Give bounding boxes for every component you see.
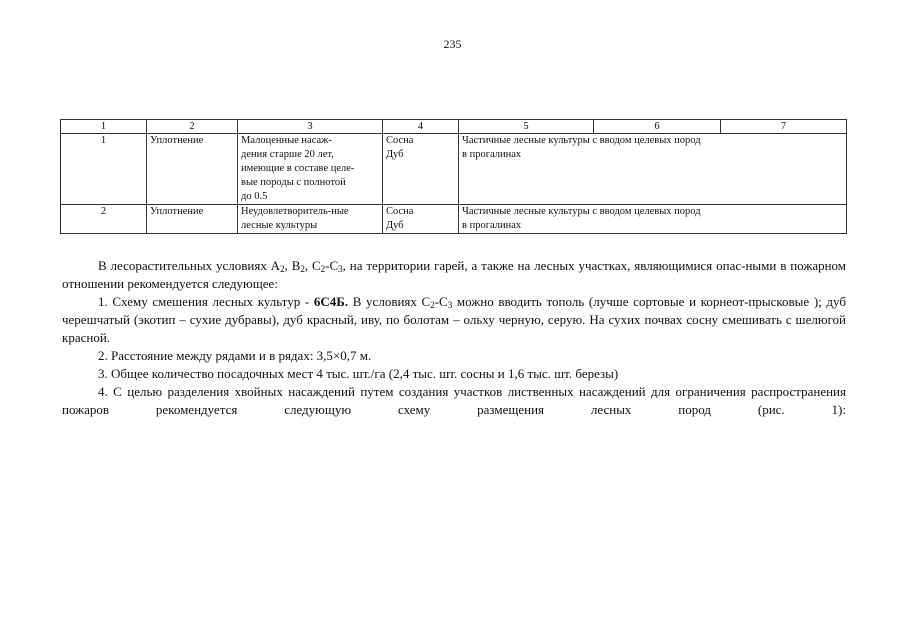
measures-cell: Частичные лесные культуры с вводом целевых пород в прогалинах: [459, 205, 847, 234]
subscript: 2: [320, 264, 326, 274]
recommendation-4: 4. С целью разделения хвойных насаждений путем создания участков лиственных насаждений для ограничения распространения пожаров рекомендуется следующую схему размещения лесных пород (рис. 1):: [62, 384, 846, 417]
recommendation-1: [62, 293, 846, 347]
subscript: 2: [280, 264, 285, 274]
forest-measures-table: [60, 119, 847, 234]
body-text: [62, 257, 846, 419]
text-run: В лесорастительных условиях А: [98, 258, 281, 273]
row-number-cell: 2: [61, 205, 147, 234]
table-header-row: [61, 120, 847, 134]
subscript: 2: [430, 300, 435, 310]
text-run: -С: [325, 258, 339, 273]
text-run: 1. Схему смешения лесных культур -: [98, 294, 314, 309]
text-run: -С: [434, 294, 448, 309]
measures-cell: Частичные лесные культуры с вводом целевых пород в прогалинах: [459, 134, 847, 205]
tree-species-cell: Сосна Дуб: [383, 134, 459, 205]
measure-type-cell: Уплотнение: [147, 134, 238, 205]
subscript: 3: [447, 300, 453, 310]
table-row: [61, 205, 847, 234]
column-number-1: 1: [61, 120, 147, 134]
text-run: , В: [284, 258, 301, 273]
measure-type-cell: Уплотнение: [147, 205, 238, 234]
text-run: , на территории гарей, а также на лесных участках, являющимися опас-ными в пожарном отношении рекомендуется следующее:: [62, 258, 847, 291]
tree-species-cell: Сосна Дуб: [383, 205, 459, 234]
text-run: можно вводить тополь (лучше сортовые и корнеот-прысковые ); дуб черешчатый (экотип – сухие дубравы), дуб красный, иву, по болотам – ольху черную, серую. На сухих почвах сосну смешивать с шелюгой красной.: [62, 294, 846, 345]
column-number-3: 3: [238, 120, 383, 134]
stand-description-cell: Малоценные насаж- дения старше 20 лет, имеющие в составе целе- вые породы с полнотой до 0.5: [238, 134, 383, 205]
column-number-6: 6: [594, 120, 721, 134]
column-number-5: 5: [459, 120, 594, 134]
recommendation-2: 2. Расстояние между рядами и в рядах: 3,5×0,7 м.: [98, 348, 372, 363]
text-run: , С: [304, 258, 321, 273]
intro-paragraph: [62, 257, 846, 293]
column-number-7: 7: [721, 120, 847, 134]
row-number-cell: 1: [61, 134, 147, 205]
subscript: 2: [300, 264, 305, 274]
table-row: [61, 134, 847, 205]
column-number-2: 2: [147, 120, 238, 134]
recommendation-3: 3. Общее количество посадочных мест 4 тыс. шт./га (2,4 тыс. шт. сосны и 1,6 тыс. шт. березы): [98, 366, 619, 381]
page-number: 235: [443, 37, 462, 51]
subscript: 3: [338, 264, 343, 274]
forest-measures-table-wrapper: [60, 119, 846, 234]
text-run: В условиях С: [348, 294, 431, 309]
stand-description-cell: Неудовлетворитель-ные лесные культуры: [238, 205, 383, 234]
column-number-4: 4: [383, 120, 459, 134]
mixing-scheme-bold: 6С4Б.: [313, 294, 349, 309]
